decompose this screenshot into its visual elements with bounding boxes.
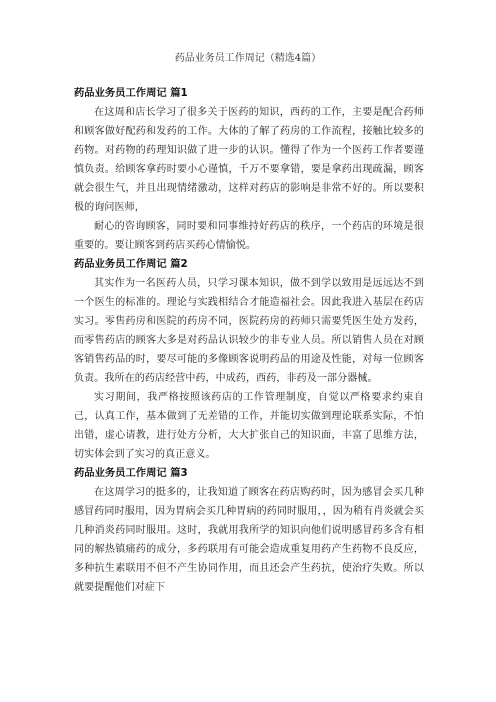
paragraph: 在这周和店长学习了很多关于医药的知识，西药的工作，主要是配合药师和顾客做好配药和发药的工作。大体的了解了药房的工作流程，接触比较多的药物。对药物的药理知识做了进一步的认识。懂得了作为一个医药工作者要谨慎负责。给顾客拿药时要小心谨慎，千万不要拿错，要是拿药出现疏漏，顾客就会很生气，并且出现情绪激动，这样对药店的影响是非常不好的。所以要积极的询问医师， (74, 107, 424, 213)
section-3 (74, 464, 424, 597)
section-heading: 药品业务员工作周记 篇3 (74, 467, 188, 479)
section-heading: 药品业务员工作周记 篇1 (74, 87, 188, 99)
paragraph: 其实作为一名医药人员，只学习课本知识，做不到学以致用是远远达不到一个医生的标准的。理论与实践相结合才能造福社会。因此我进入基层在药店实习。零售药房和医院的药房不同，医院药房的药师只需要凭医生处方发药，而零售药店的顾客大多是对药品认识较少的非专业人员。所以销售人员在对顾客销售药品的时，要尽可能的多像顾客说明药品的用途及性能，对每一位顾客负责。我所在的药店经营中药，中成药，西药，非药及一部分器械。 (74, 278, 424, 384)
paragraph: 耐心的咨询顾客，同时要和同事维持好药店的秩序，一个药店的环境是很重要的。要让顾客到药店买药心情愉悦。 (74, 221, 424, 251)
paragraph: 在这周学习的挺多的，让我知道了顾客在药店购药时，因为感冒会买几种感冒药同时服用，因为胃病会买几种胃病的药同时服用，，因为稍有肖炎就会买几种消炎药同时服用。这时，我就用我所学的知识向他们说明感冒药多含有相同的解热镇痛药的成分，多药联用有可能会造成重复用药产生药物不良反应，多种抗生素联用不但不产生协同作用，而且还会产生药抗，使治疗失败。所以就要提醒他们对症下 (74, 487, 424, 593)
section-1 (74, 84, 424, 255)
paragraph: 实习期间，我严格按照该药店的工作管理制度，自觉以严格要求约束自己，认真工作，基本做到了无差错的工作，并能切实做到理论联系实际，不怕出错，虚心请教，进行处方分析，大大扩张自己的知识面，丰富了思维方法，切实体会到了实习的真正意义。 (74, 392, 424, 460)
document-title: 药品业务员工作周记（精选4篇） (174, 53, 322, 64)
section-heading: 药品业务员工作周记 篇2 (74, 258, 188, 270)
section-2 (74, 255, 424, 464)
document-body (74, 84, 424, 597)
